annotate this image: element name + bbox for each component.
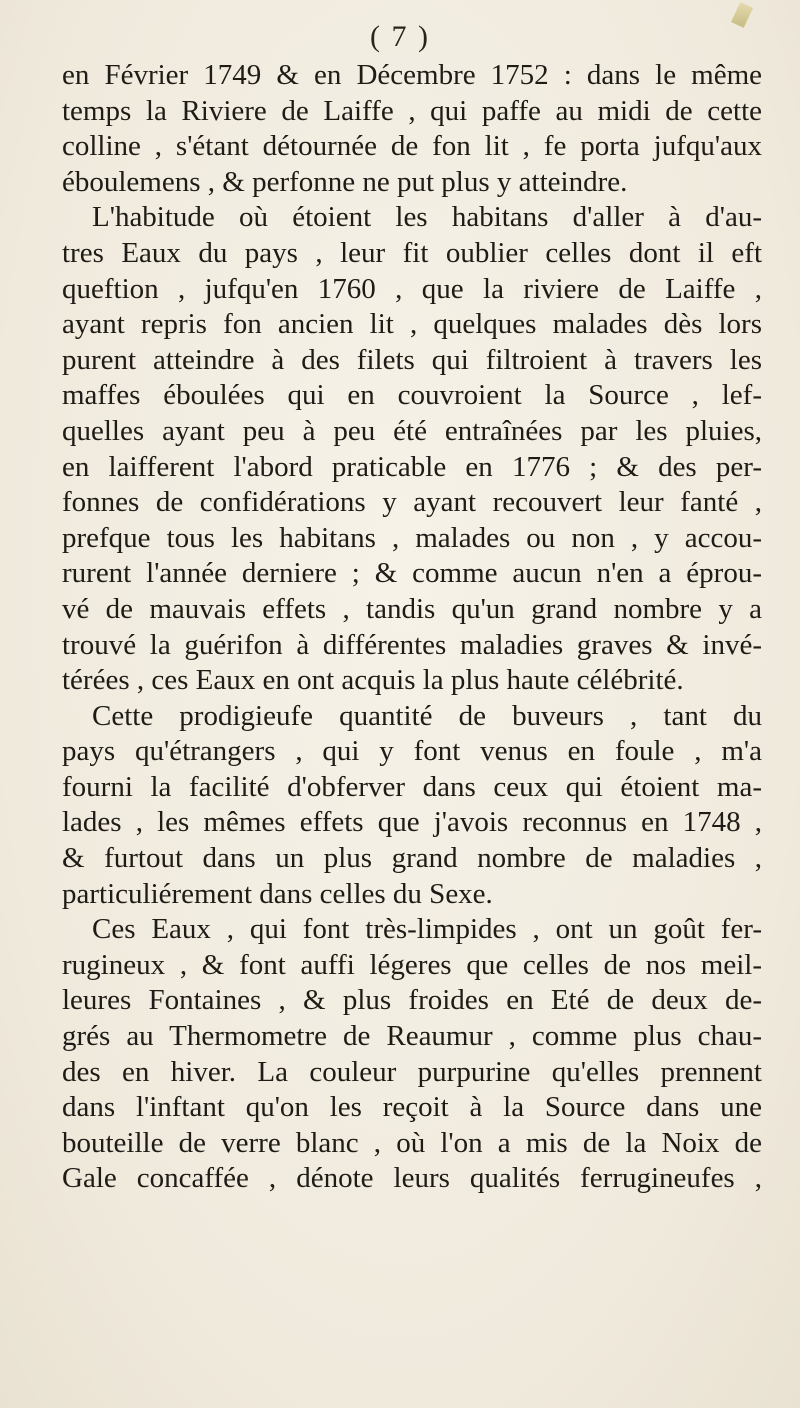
text-line: rugineux , & font auffi légeres que celles de nos meil- — [62, 948, 762, 981]
text-line: lades , les mêmes effets que j'avois reconnus en 1748 , — [62, 806, 762, 839]
text-line: dans l'inftant qu'on les reçoit à la Source dans une — [62, 1091, 762, 1124]
text-line: Cette prodigieufe quantité de buveurs , tant du — [92, 699, 762, 732]
text-line: éboulemens , & perfonne ne put plus y atteindre. — [62, 165, 628, 198]
text-line: grés au Thermometre de Reaumur , comme plus chau- — [62, 1020, 762, 1053]
text-line: tres Eaux du pays , leur fit oublier celles dont il eft — [62, 236, 762, 269]
text-line: ayant repris fon ancien lit , quelques malades dès lors — [62, 308, 762, 341]
text-line: Ces Eaux , qui font très-limpides , ont un goût fer- — [92, 913, 762, 946]
text-line: temps la Riviere de Laiffe , qui paffe au midi de cette — [62, 94, 762, 127]
text-line: vé de mauvais effets , tandis qu'un grand nombre y a — [62, 592, 762, 625]
text-line: maffes éboulées qui en couvroient la Source , lef- — [62, 379, 762, 412]
text-line: fourni la facilité d'obferver dans ceux qui étoient ma- — [62, 770, 762, 803]
text-line: trouvé la guérifon à différentes maladies graves & invé- — [62, 628, 762, 661]
text-line: pays qu'étrangers , qui y font venus en foule , m'a — [62, 735, 762, 768]
page-number: ( 7 ) — [370, 20, 430, 53]
text-line: rurent l'année derniere ; & comme aucun n'en a éprou- — [62, 557, 762, 590]
text-line: des en hiver. La couleur purpurine qu'elles prennent — [62, 1055, 762, 1088]
text-line: & furtout dans un plus grand nombre de maladies , — [62, 842, 762, 875]
text-line: queftion , jufqu'en 1760 , que la riviere de Laiffe , — [62, 272, 762, 305]
text-line: colline , s'étant détournée de fon lit , fe porta jufqu'aux — [62, 130, 762, 163]
text-line: quelles ayant peu à peu été entraînées par les pluies, — [62, 414, 762, 447]
text-line: Gale concaffée , dénote leurs qualités ferrugineufes , — [62, 1162, 762, 1195]
text-line: en laifferent l'abord praticable en 1776 ; & des per- — [62, 450, 762, 483]
text-line: fonnes de confidérations y ayant recouvert leur fanté , — [62, 486, 762, 519]
text-line: purent atteindre à des filets qui filtroient à travers les — [62, 343, 762, 376]
body-text — [62, 58, 762, 1197]
text-line: térées , ces Eaux en ont acquis la plus haute célébrité. — [62, 664, 684, 697]
text-line: en Février 1749 & en Décembre 1752 : dans le même — [62, 59, 762, 91]
text-line: prefque tous les habitans , malades ou non , y accou- — [62, 521, 762, 554]
text-line: bouteille de verre blanc , où l'on a mis de la Noix de — [62, 1126, 762, 1159]
text-line: leures Fontaines , & plus froides en Eté de deux de- — [62, 984, 762, 1017]
text-line: particuliérement dans celles du Sexe. — [62, 877, 493, 910]
text-line: L'habitude où étoient les habitans d'aller à d'au- — [92, 201, 762, 234]
